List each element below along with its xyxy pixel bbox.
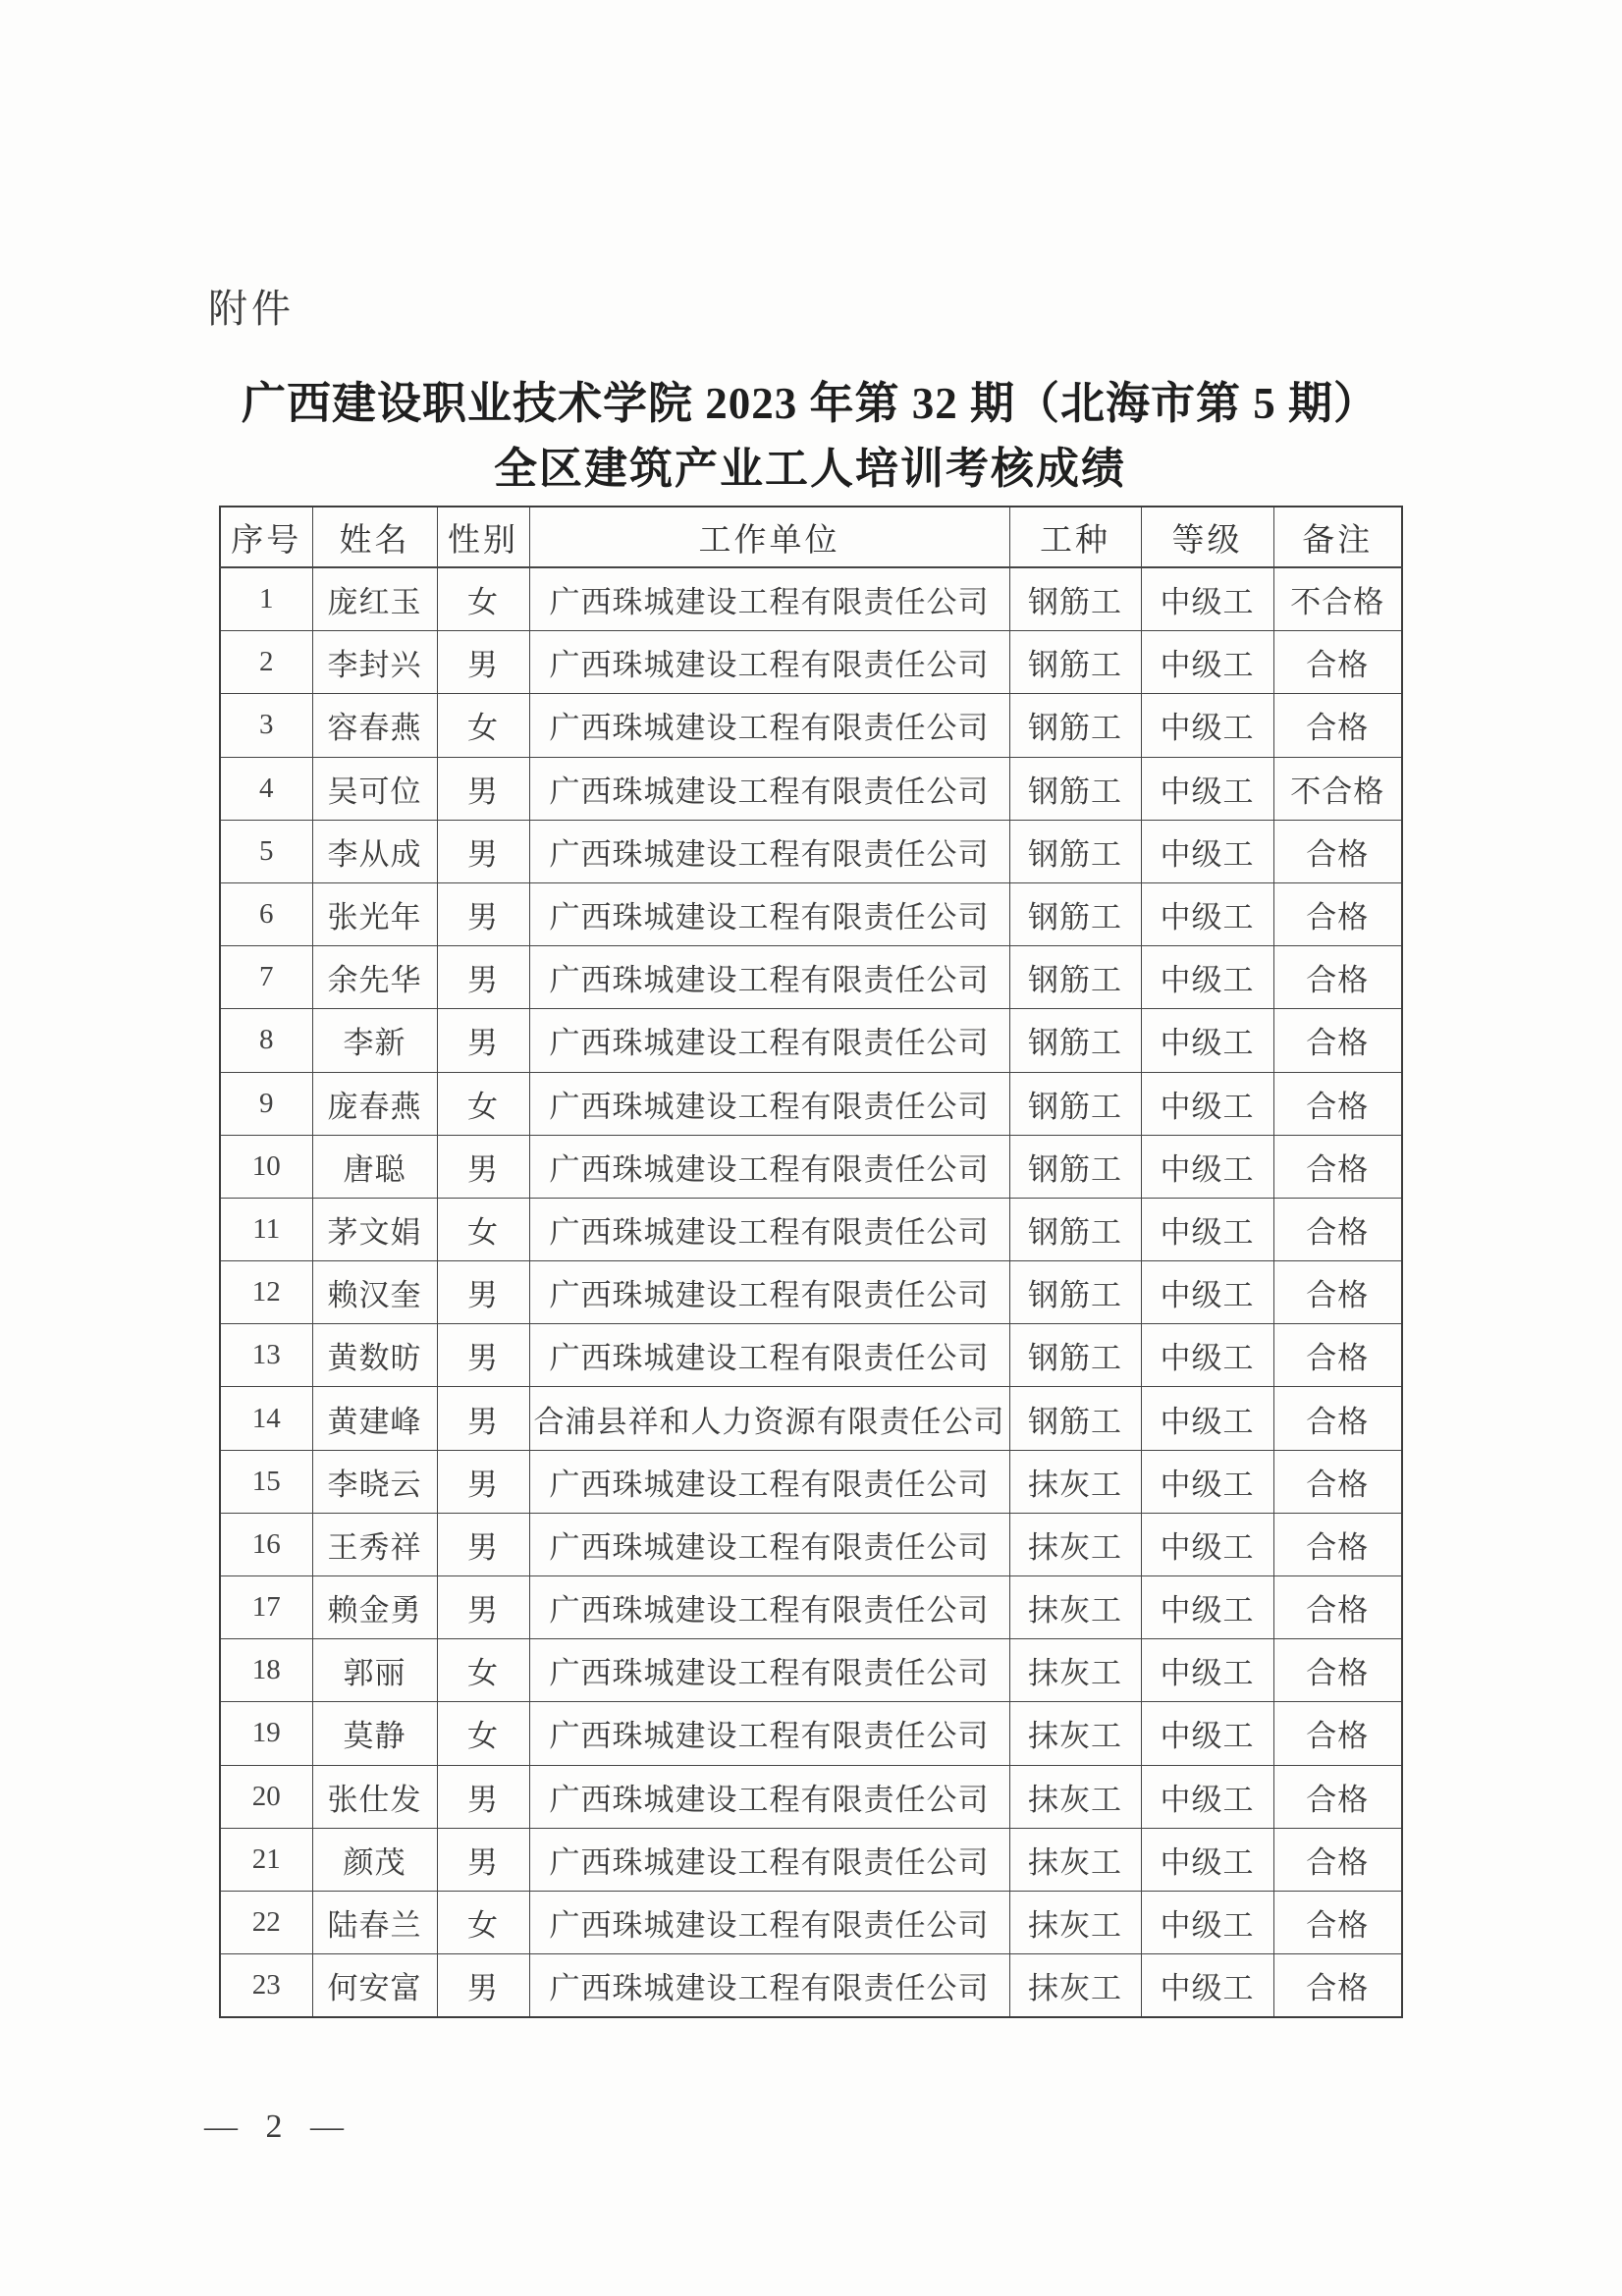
table-cell: 21 <box>220 1828 312 1891</box>
table-cell: 16 <box>220 1513 312 1575</box>
table-cell: 钢筋工 <box>1009 1198 1141 1260</box>
table-cell: 14 <box>220 1387 312 1450</box>
table-cell: 合格 <box>1273 694 1402 757</box>
table-cell: 15 <box>220 1450 312 1513</box>
table-cell: 中级工 <box>1141 1450 1273 1513</box>
table-row <box>220 1261 1402 1324</box>
table-cell: 莫静 <box>312 1702 437 1765</box>
table-cell: 男 <box>437 1954 529 2018</box>
table-cell: 11 <box>220 1198 312 1260</box>
table-cell: 广西珠城建设工程有限责任公司 <box>529 1261 1009 1324</box>
table-cell: 广西珠城建设工程有限责任公司 <box>529 1513 1009 1575</box>
table-row <box>220 1324 1402 1387</box>
table-cell: 抹灰工 <box>1009 1891 1141 1953</box>
table-cell: 男 <box>437 1576 529 1639</box>
table-cell: 19 <box>220 1702 312 1765</box>
table-cell: 广西珠城建设工程有限责任公司 <box>529 694 1009 757</box>
table-cell: 不合格 <box>1273 567 1402 631</box>
table-cell: 女 <box>437 1702 529 1765</box>
table-cell: 男 <box>437 1765 529 1828</box>
table-row <box>220 1198 1402 1260</box>
header-cell: 性别 <box>437 507 529 567</box>
table-cell: 钢筋工 <box>1009 1072 1141 1135</box>
table-cell: 合格 <box>1273 1072 1402 1135</box>
table-row <box>220 631 1402 694</box>
table-cell: 中级工 <box>1141 882 1273 945</box>
table-cell: 中级工 <box>1141 567 1273 631</box>
table-cell: 广西珠城建设工程有限责任公司 <box>529 757 1009 820</box>
table-cell: 广西珠城建设工程有限责任公司 <box>529 1135 1009 1198</box>
table-cell: 广西珠城建设工程有限责任公司 <box>529 946 1009 1009</box>
table-cell: 李新 <box>312 1009 437 1072</box>
table-cell: 男 <box>437 1387 529 1450</box>
table-cell: 12 <box>220 1261 312 1324</box>
table-cell: 钢筋工 <box>1009 567 1141 631</box>
attachment-label: 附件 <box>208 287 295 331</box>
table-cell: 10 <box>220 1135 312 1198</box>
table-cell: 女 <box>437 567 529 631</box>
table-cell: 不合格 <box>1273 757 1402 820</box>
table-cell: 7 <box>220 946 312 1009</box>
table-row <box>220 946 1402 1009</box>
table-cell: 合格 <box>1273 820 1402 882</box>
table-cell: 17 <box>220 1576 312 1639</box>
table-cell: 女 <box>437 1072 529 1135</box>
table-cell: 广西珠城建设工程有限责任公司 <box>529 1954 1009 2018</box>
table-cell: 抹灰工 <box>1009 1828 1141 1891</box>
table-cell: 中级工 <box>1141 1198 1273 1260</box>
table-cell: 中级工 <box>1141 1891 1273 1953</box>
table-cell: 合格 <box>1273 1135 1402 1198</box>
table-cell: 中级工 <box>1141 1324 1273 1387</box>
table-cell: 赖汉奎 <box>312 1261 437 1324</box>
table-cell: 钢筋工 <box>1009 1324 1141 1387</box>
table-cell: 男 <box>437 631 529 694</box>
table-row <box>220 1450 1402 1513</box>
table-cell: 合格 <box>1273 946 1402 1009</box>
table-cell: 男 <box>437 1135 529 1198</box>
table-cell: 中级工 <box>1141 1261 1273 1324</box>
table-cell: 20 <box>220 1765 312 1828</box>
table-cell: 合格 <box>1273 1324 1402 1387</box>
table-cell: 男 <box>437 1450 529 1513</box>
table-cell: 男 <box>437 757 529 820</box>
table-cell: 广西珠城建设工程有限责任公司 <box>529 1828 1009 1891</box>
table-cell: 女 <box>437 1891 529 1953</box>
table-cell: 中级工 <box>1141 1702 1273 1765</box>
table-cell: 23 <box>220 1954 312 2018</box>
table-cell: 合格 <box>1273 1891 1402 1953</box>
table-row <box>220 1072 1402 1135</box>
table-cell: 抹灰工 <box>1009 1702 1141 1765</box>
header-cell: 工作单位 <box>529 507 1009 567</box>
table-cell: 钢筋工 <box>1009 1009 1141 1072</box>
table-cell: 钢筋工 <box>1009 1261 1141 1324</box>
table-cell: 抹灰工 <box>1009 1765 1141 1828</box>
table-cell: 9 <box>220 1072 312 1135</box>
table-cell: 22 <box>220 1891 312 1953</box>
table-cell: 颜茂 <box>312 1828 437 1891</box>
table-cell: 中级工 <box>1141 820 1273 882</box>
table-cell: 钢筋工 <box>1009 1387 1141 1450</box>
table-cell: 中级工 <box>1141 1954 1273 2018</box>
table-cell: 抹灰工 <box>1009 1513 1141 1575</box>
table-cell: 8 <box>220 1009 312 1072</box>
table-cell: 1 <box>220 567 312 631</box>
table-cell: 男 <box>437 1324 529 1387</box>
table-row <box>220 820 1402 882</box>
table-cell: 女 <box>437 694 529 757</box>
table-cell: 广西珠城建设工程有限责任公司 <box>529 1009 1009 1072</box>
training-results-table <box>219 506 1403 2018</box>
table-cell: 合格 <box>1273 1009 1402 1072</box>
table-cell: 抹灰工 <box>1009 1576 1141 1639</box>
table-cell: 庞红玉 <box>312 567 437 631</box>
table-cell: 合格 <box>1273 1828 1402 1891</box>
table-cell: 钢筋工 <box>1009 757 1141 820</box>
header-cell: 姓名 <box>312 507 437 567</box>
table-cell: 合格 <box>1273 1639 1402 1702</box>
table-cell: 中级工 <box>1141 1135 1273 1198</box>
table-cell: 张光年 <box>312 882 437 945</box>
table-cell: 钢筋工 <box>1009 631 1141 694</box>
table-cell: 中级工 <box>1141 694 1273 757</box>
document-title-line1: 广西建设职业技术学院 2023 年第 32 期（北海市第 5 期） <box>241 379 1379 428</box>
table-cell: 中级工 <box>1141 757 1273 820</box>
table-cell: 抹灰工 <box>1009 1954 1141 2018</box>
table-cell: 陆春兰 <box>312 1891 437 1953</box>
table-cell: 茅文娟 <box>312 1198 437 1260</box>
table-cell: 广西珠城建设工程有限责任公司 <box>529 820 1009 882</box>
table-cell: 男 <box>437 1261 529 1324</box>
document-title-line2: 全区建筑产业工人培训考核成绩 <box>494 445 1126 493</box>
table-cell: 合格 <box>1273 1954 1402 2018</box>
table-row <box>220 1513 1402 1575</box>
table-cell: 抹灰工 <box>1009 1450 1141 1513</box>
table-cell: 赖金勇 <box>312 1576 437 1639</box>
header-cell: 等级 <box>1141 507 1273 567</box>
table-cell: 中级工 <box>1141 1576 1273 1639</box>
table-cell: 广西珠城建设工程有限责任公司 <box>529 1639 1009 1702</box>
table-cell: 郭丽 <box>312 1639 437 1702</box>
table-cell: 中级工 <box>1141 1513 1273 1575</box>
table-cell: 合格 <box>1273 1387 1402 1450</box>
table-cell: 4 <box>220 757 312 820</box>
table-cell: 男 <box>437 1513 529 1575</box>
table-cell: 中级工 <box>1141 1009 1273 1072</box>
table-cell: 合格 <box>1273 1261 1402 1324</box>
table-cell: 何安富 <box>312 1954 437 2018</box>
table-cell: 余先华 <box>312 946 437 1009</box>
table-cell: 钢筋工 <box>1009 694 1141 757</box>
table-row <box>220 1891 1402 1953</box>
table-cell: 李从成 <box>312 820 437 882</box>
table-cell: 合格 <box>1273 1450 1402 1513</box>
table-cell: 合格 <box>1273 1198 1402 1260</box>
table-cell: 合浦县祥和人力资源有限责任公司 <box>529 1387 1009 1450</box>
table-cell: 合格 <box>1273 1576 1402 1639</box>
table-cell: 中级工 <box>1141 1072 1273 1135</box>
table-cell: 广西珠城建设工程有限责任公司 <box>529 1072 1009 1135</box>
table-cell: 唐聪 <box>312 1135 437 1198</box>
table-row <box>220 1954 1402 2018</box>
table-row <box>220 882 1402 945</box>
table-row <box>220 567 1402 631</box>
table-cell: 王秀祥 <box>312 1513 437 1575</box>
table-cell: 钢筋工 <box>1009 820 1141 882</box>
table-cell: 中级工 <box>1141 1387 1273 1450</box>
table-cell: 女 <box>437 1639 529 1702</box>
table-cell: 广西珠城建设工程有限责任公司 <box>529 1576 1009 1639</box>
table-row <box>220 1387 1402 1450</box>
table-cell: 广西珠城建设工程有限责任公司 <box>529 567 1009 631</box>
table-row <box>220 1009 1402 1072</box>
table-cell: 吴可位 <box>312 757 437 820</box>
table-cell: 男 <box>437 1009 529 1072</box>
table-cell: 广西珠城建设工程有限责任公司 <box>529 1324 1009 1387</box>
table-cell: 18 <box>220 1639 312 1702</box>
table-header-row <box>220 507 1402 567</box>
page-number: — 2 — <box>204 2109 353 2145</box>
table-cell: 广西珠城建设工程有限责任公司 <box>529 1702 1009 1765</box>
table-cell: 钢筋工 <box>1009 882 1141 945</box>
table-cell: 男 <box>437 882 529 945</box>
table-row <box>220 757 1402 820</box>
table-row <box>220 1135 1402 1198</box>
table-cell: 13 <box>220 1324 312 1387</box>
table-cell: 中级工 <box>1141 1765 1273 1828</box>
table-cell: 合格 <box>1273 1702 1402 1765</box>
table-cell: 5 <box>220 820 312 882</box>
table-row <box>220 1765 1402 1828</box>
table-cell: 3 <box>220 694 312 757</box>
table-cell: 2 <box>220 631 312 694</box>
table-cell: 女 <box>437 1198 529 1260</box>
table-cell: 中级工 <box>1141 631 1273 694</box>
table-row <box>220 1702 1402 1765</box>
table-cell: 男 <box>437 820 529 882</box>
table-cell: 6 <box>220 882 312 945</box>
table-cell: 中级工 <box>1141 1639 1273 1702</box>
table-cell: 张仕发 <box>312 1765 437 1828</box>
table-cell: 合格 <box>1273 882 1402 945</box>
table-cell: 庞春燕 <box>312 1072 437 1135</box>
table-cell: 合格 <box>1273 1513 1402 1575</box>
table-cell: 广西珠城建设工程有限责任公司 <box>529 1450 1009 1513</box>
table-cell: 容春燕 <box>312 694 437 757</box>
table-cell: 广西珠城建设工程有限责任公司 <box>529 1198 1009 1260</box>
table-cell: 合格 <box>1273 1765 1402 1828</box>
table-cell: 男 <box>437 946 529 1009</box>
table-cell: 男 <box>437 1828 529 1891</box>
table-row <box>220 1828 1402 1891</box>
table-cell: 广西珠城建设工程有限责任公司 <box>529 631 1009 694</box>
table-cell: 李晓云 <box>312 1450 437 1513</box>
header-cell: 序号 <box>220 507 312 567</box>
table-cell: 中级工 <box>1141 946 1273 1009</box>
table-cell: 钢筋工 <box>1009 1135 1141 1198</box>
table-cell: 中级工 <box>1141 1828 1273 1891</box>
header-cell: 备注 <box>1273 507 1402 567</box>
table-cell: 合格 <box>1273 631 1402 694</box>
table-cell: 钢筋工 <box>1009 946 1141 1009</box>
table-row <box>220 1639 1402 1702</box>
table-cell: 广西珠城建设工程有限责任公司 <box>529 882 1009 945</box>
table-cell: 黄数昉 <box>312 1324 437 1387</box>
table-cell: 广西珠城建设工程有限责任公司 <box>529 1891 1009 1953</box>
table-cell: 李封兴 <box>312 631 437 694</box>
table-cell: 广西珠城建设工程有限责任公司 <box>529 1765 1009 1828</box>
table-row <box>220 1576 1402 1639</box>
table-cell: 黄建峰 <box>312 1387 437 1450</box>
table-row <box>220 694 1402 757</box>
table-cell: 抹灰工 <box>1009 1639 1141 1702</box>
header-cell: 工种 <box>1009 507 1141 567</box>
